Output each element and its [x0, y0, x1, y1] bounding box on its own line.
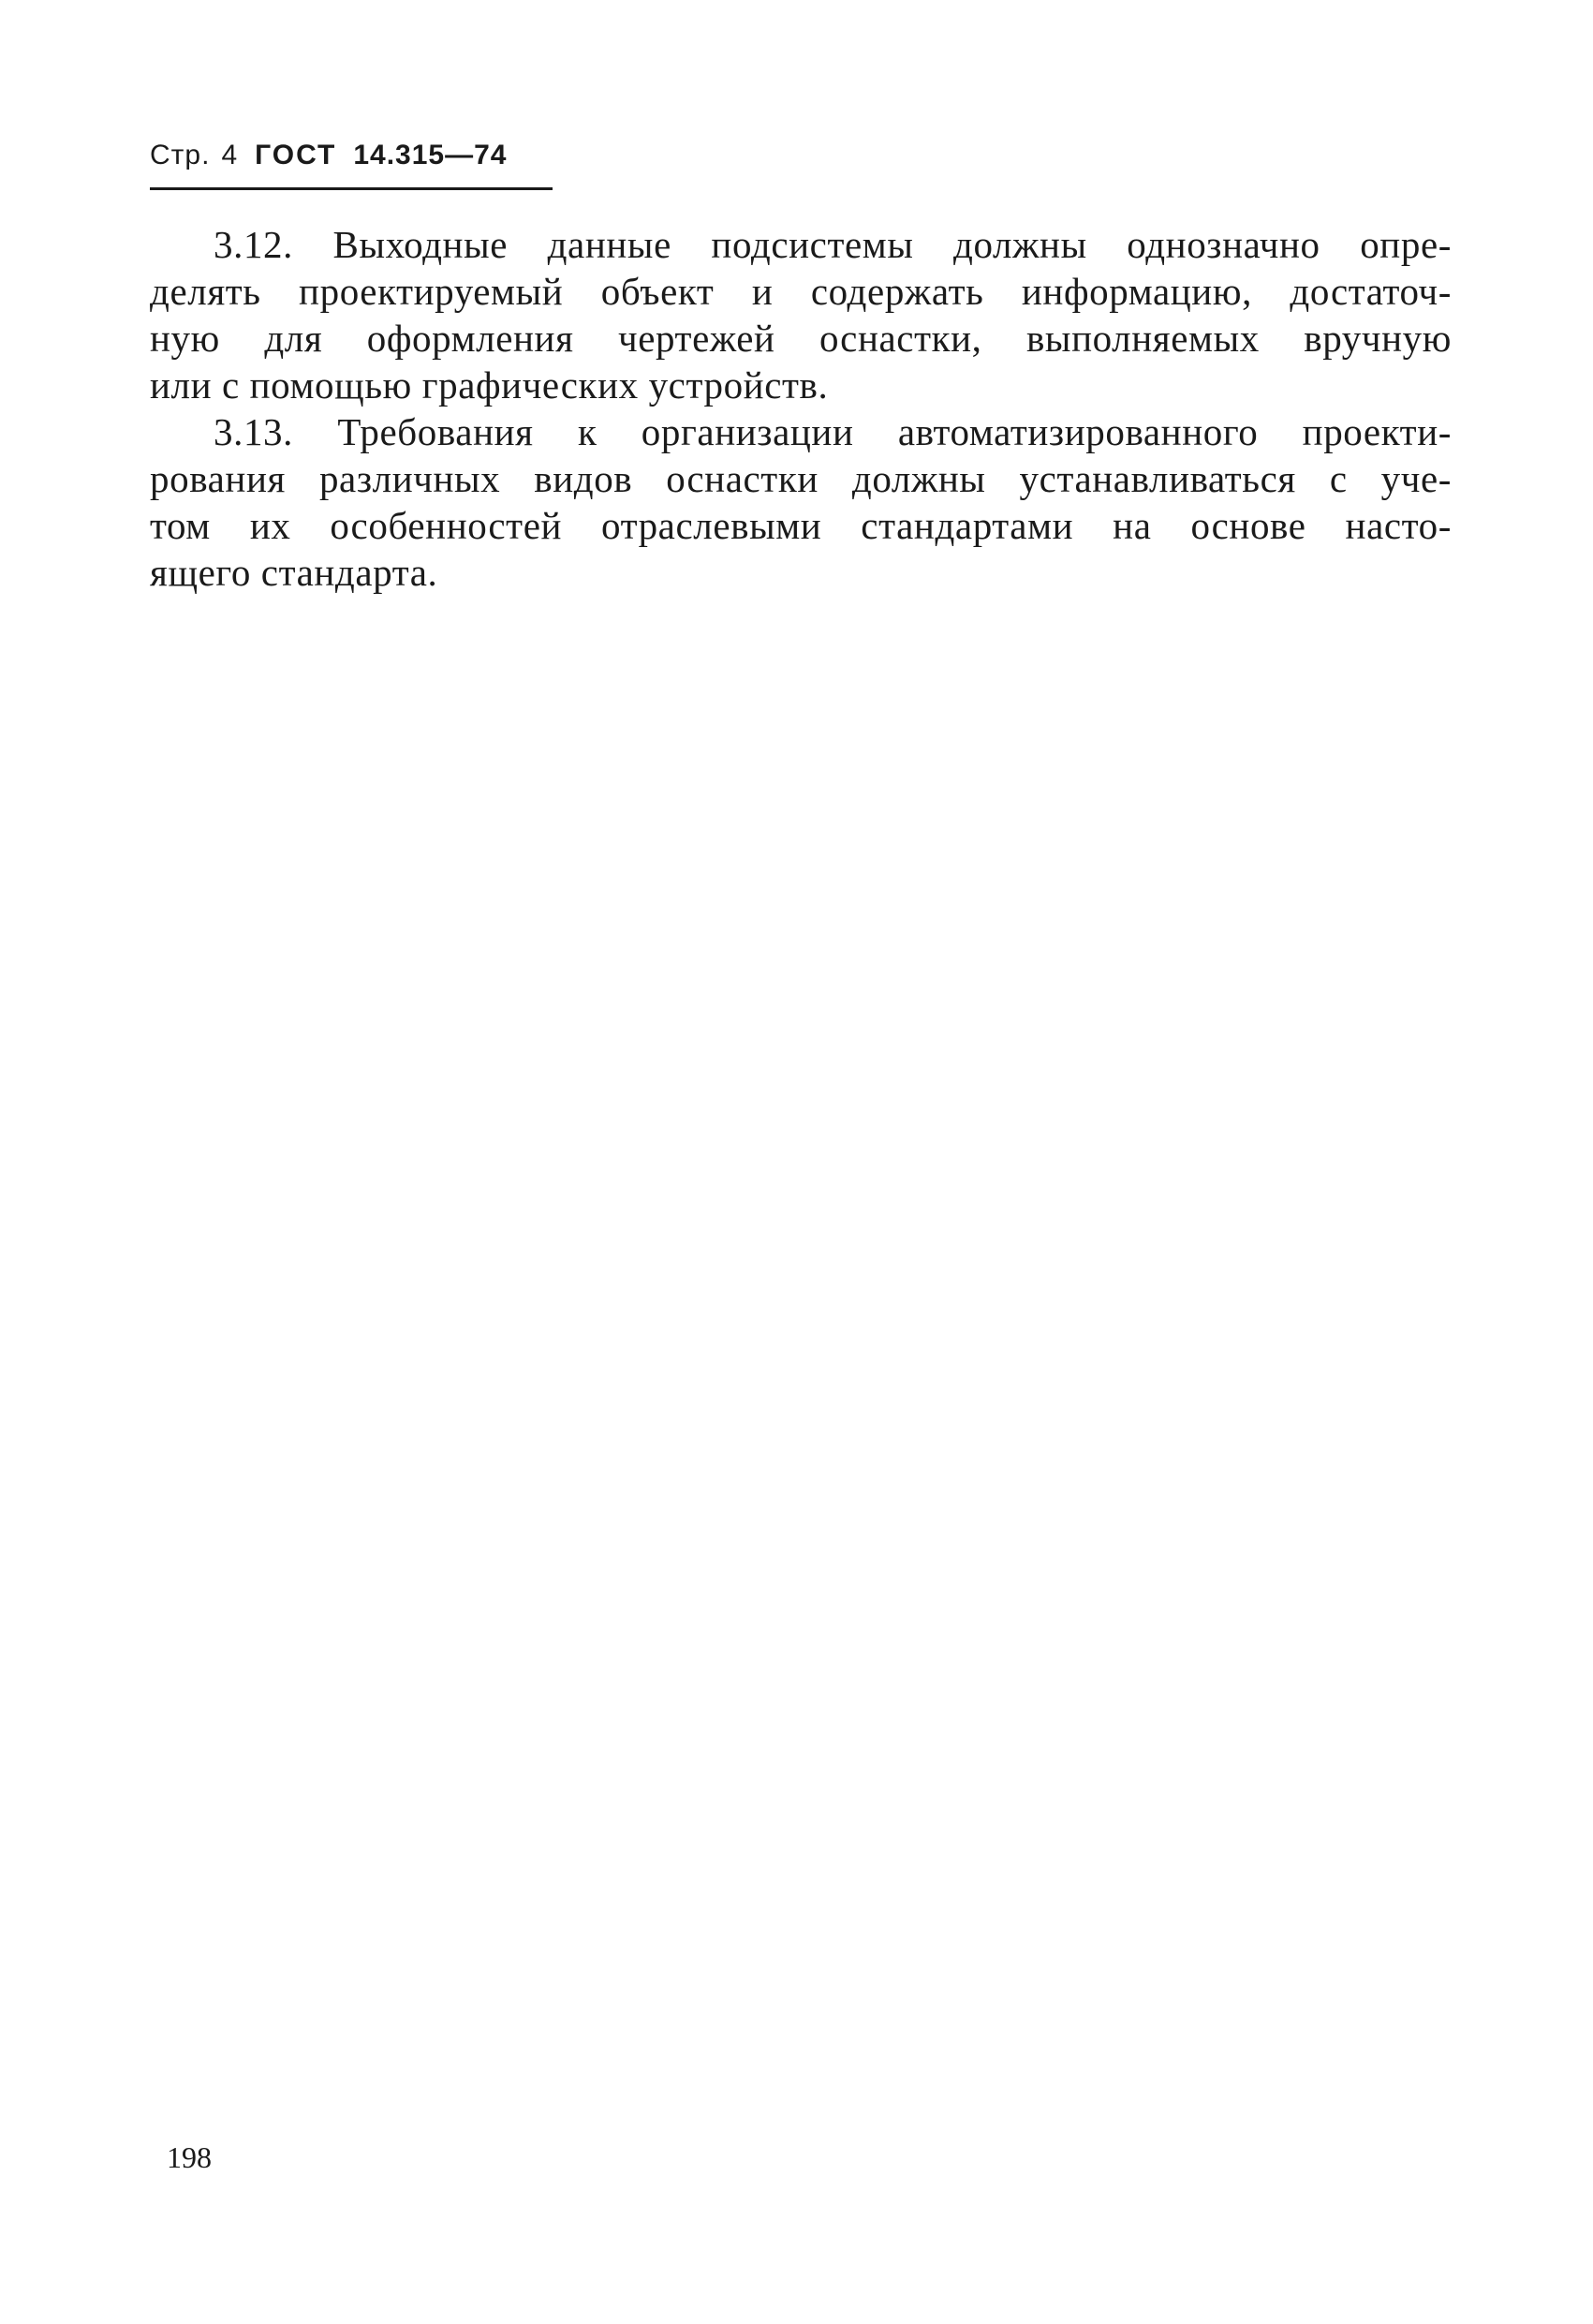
document-body: [150, 221, 1452, 596]
paragraph-3-12: [150, 221, 1452, 408]
page-header: [150, 137, 507, 184]
standard-label: ГОСТ: [255, 140, 337, 170]
text-line: 3.13. Требования к организации автоматизированного проекти-: [214, 410, 1452, 453]
paragraph-3-13: [150, 408, 1452, 596]
text-line: 3.12. Выходные данные подсистемы должны однозначно опре-: [214, 223, 1452, 266]
text-line: или с помощью графических устройств.: [150, 363, 829, 407]
text-line: делять проектируемый объект и содержать информацию, достаточ-: [150, 270, 1452, 313]
text-line: рования различных видов оснастки должны устанавливаться с уче-: [150, 457, 1452, 500]
text-line: ящего стандарта.: [150, 551, 438, 594]
footer-page-number: 198: [167, 2140, 212, 2174]
text-line: ную для оформления чертежей оснастки, выполняемых вручную: [150, 317, 1452, 360]
page-number: 4: [221, 140, 239, 170]
header-rule: [150, 187, 553, 190]
text-line: том их особенностей отраслевыми стандартами на основе насто-: [150, 504, 1452, 547]
page-label: Стр.: [150, 140, 211, 170]
standard-number: 14.315—74: [353, 140, 508, 170]
